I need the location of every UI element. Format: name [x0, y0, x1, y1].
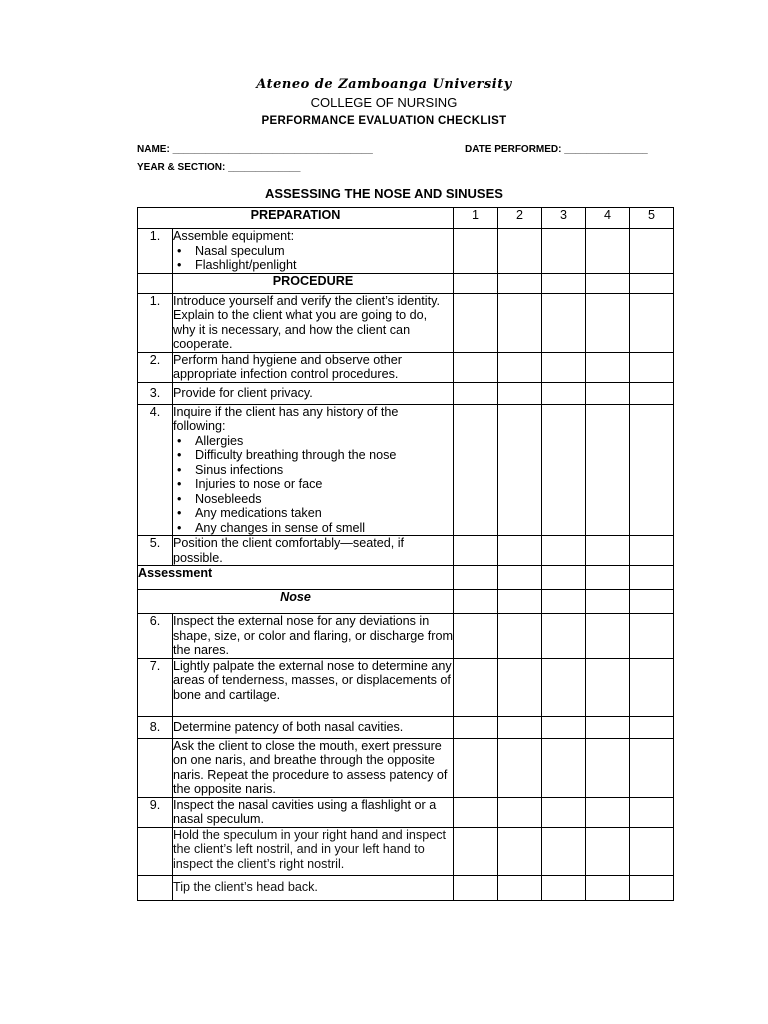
- table-row: [138, 229, 674, 274]
- score-header-4: 4: [586, 208, 630, 229]
- score-cell[interactable]: [630, 875, 674, 900]
- step-number: 1.: [138, 229, 173, 274]
- step-number: 2.: [138, 352, 173, 382]
- score-cell[interactable]: [630, 536, 674, 566]
- date-blank: _______________: [564, 144, 648, 155]
- score-header-1: 1: [454, 208, 498, 229]
- score-cell[interactable]: [498, 797, 542, 827]
- score-cell[interactable]: [542, 875, 586, 900]
- name-blank: ____________________________________: [172, 144, 373, 155]
- step-description: Introduce yourself and verify the client’s identity. Explain to the client what you are going to do, why it is necessary, and how the client can cooperate.: [173, 293, 454, 352]
- score-cell[interactable]: [454, 293, 498, 352]
- score-cell[interactable]: [542, 382, 586, 404]
- table-row: [138, 404, 674, 536]
- score-cell[interactable]: [586, 404, 630, 536]
- history-list: [173, 434, 453, 536]
- step-description: Position the client comfortably—seated, if possible.: [173, 536, 454, 566]
- checklist-title: ASSESSING THE NOSE AND SINUSES: [265, 186, 503, 201]
- score-cell[interactable]: [498, 827, 542, 875]
- score-cell[interactable]: [542, 536, 586, 566]
- score-cell[interactable]: [586, 293, 630, 352]
- assessment-header: Assessment: [138, 566, 454, 590]
- step-description: Provide for client privacy.: [173, 382, 454, 404]
- step-number: 6.: [138, 614, 173, 659]
- score-header-3: 3: [542, 208, 586, 229]
- nose-header: Nose: [138, 590, 454, 614]
- preparation-header: PREPARATION: [138, 208, 454, 229]
- assessment-row: [138, 566, 674, 590]
- score-cell[interactable]: [630, 827, 674, 875]
- name-field: [137, 144, 373, 155]
- score-cell[interactable]: [586, 382, 630, 404]
- score-cell[interactable]: [586, 229, 630, 274]
- score-cell[interactable]: [542, 614, 586, 659]
- evaluation-table: [137, 207, 674, 901]
- list-item: • Any changes in sense of smell: [195, 521, 453, 536]
- score-cell[interactable]: [586, 827, 630, 875]
- score-cell: [542, 590, 586, 614]
- form-title: PERFORMANCE EVALUATION CHECKLIST: [261, 115, 507, 127]
- score-cell[interactable]: [586, 738, 630, 797]
- date-label: DATE PERFORMED:: [465, 144, 562, 155]
- score-cell: [586, 566, 630, 590]
- score-cell: [542, 273, 586, 293]
- score-cell[interactable]: [454, 827, 498, 875]
- step-number: 8.: [138, 716, 173, 738]
- score-cell[interactable]: [542, 404, 586, 536]
- step-text: Assemble equipment:: [173, 229, 295, 243]
- score-cell: [498, 590, 542, 614]
- score-header-5: 5: [630, 208, 674, 229]
- step-number: 1.: [138, 293, 173, 352]
- score-cell[interactable]: [630, 293, 674, 352]
- score-cell[interactable]: [630, 404, 674, 536]
- score-cell: [630, 590, 674, 614]
- score-cell[interactable]: [542, 229, 586, 274]
- table-row: [138, 658, 674, 716]
- score-cell[interactable]: [630, 716, 674, 738]
- score-cell: [586, 273, 630, 293]
- score-cell[interactable]: [586, 614, 630, 659]
- score-cell[interactable]: [586, 658, 630, 716]
- score-cell[interactable]: [498, 614, 542, 659]
- score-cell[interactable]: [498, 352, 542, 382]
- score-cell[interactable]: [498, 716, 542, 738]
- step-description: Ask the client to close the mouth, exert pressure on one naris, and breathe through the opposite naris. Repeat the procedure to assess patency of the opposite naris.: [173, 738, 454, 797]
- list-item: • Sinus infections: [195, 463, 453, 478]
- step-description: Determine patency of both nasal cavities.: [173, 716, 454, 738]
- score-cell[interactable]: [630, 614, 674, 659]
- score-cell: [542, 566, 586, 590]
- score-cell[interactable]: [498, 382, 542, 404]
- step-number: 7.: [138, 658, 173, 716]
- list-item: • Any medications taken: [195, 506, 453, 521]
- date-field: [465, 144, 648, 155]
- step-number: [138, 875, 173, 900]
- year-blank: _____________: [228, 162, 301, 173]
- score-cell[interactable]: [454, 875, 498, 900]
- table-row: [138, 738, 674, 797]
- table-row: [138, 293, 674, 352]
- score-cell: [454, 590, 498, 614]
- score-cell[interactable]: [498, 536, 542, 566]
- step-text: Inquire if the client has any history of the following:: [173, 404, 399, 433]
- procedure-header: PROCEDURE: [173, 273, 454, 293]
- score-cell[interactable]: [454, 229, 498, 274]
- score-cell[interactable]: [542, 827, 586, 875]
- step-description: Inspect the nasal cavities using a flashlight or a nasal speculum.: [173, 797, 454, 827]
- step-number: 3.: [138, 382, 173, 404]
- score-cell[interactable]: [498, 658, 542, 716]
- score-cell: [498, 273, 542, 293]
- score-cell[interactable]: [454, 738, 498, 797]
- score-cell[interactable]: [498, 229, 542, 274]
- score-cell[interactable]: [542, 716, 586, 738]
- score-cell[interactable]: [542, 352, 586, 382]
- table-row: [138, 875, 674, 900]
- table-row: [138, 797, 674, 827]
- table-row: [138, 352, 674, 382]
- step-description: [173, 404, 454, 536]
- step-number: 4.: [138, 404, 173, 536]
- step-number: 5.: [138, 536, 173, 566]
- step-description: Tip the client’s head back.: [173, 875, 454, 900]
- header-row: [138, 208, 674, 229]
- table-row: [138, 716, 674, 738]
- score-cell[interactable]: [586, 352, 630, 382]
- step-description: Perform hand hygiene and observe other appropriate infection control procedures.: [173, 352, 454, 382]
- table-row: [138, 614, 674, 659]
- list-item: • Allergies: [195, 434, 453, 449]
- score-cell: [630, 566, 674, 590]
- score-cell[interactable]: [498, 404, 542, 536]
- score-cell[interactable]: [454, 352, 498, 382]
- score-cell: [498, 566, 542, 590]
- score-cell[interactable]: [586, 536, 630, 566]
- step-number: [138, 827, 173, 875]
- score-cell[interactable]: [630, 658, 674, 716]
- equipment-list: [173, 244, 453, 273]
- step-description: Lightly palpate the external nose to determine any areas of tenderness, masses, or displacements of bone and cartilage.: [173, 658, 454, 716]
- step-description: Hold the speculum in your right hand and inspect the client’s left nostril, and in your left hand to inspect the client’s right nostril.: [173, 827, 454, 875]
- score-cell[interactable]: [454, 797, 498, 827]
- score-cell[interactable]: [586, 797, 630, 827]
- step-number: [138, 738, 173, 797]
- score-cell[interactable]: [454, 658, 498, 716]
- table-row: [138, 536, 674, 566]
- step-description: Inspect the external nose for any deviations in shape, size, or color and flaring, or discharge from the nares.: [173, 614, 453, 657]
- score-cell[interactable]: [586, 716, 630, 738]
- score-cell: [454, 566, 498, 590]
- step-description: [173, 229, 454, 274]
- score-cell[interactable]: [454, 614, 498, 659]
- score-cell[interactable]: [630, 797, 674, 827]
- list-item: • Nosebleeds: [195, 492, 453, 507]
- table-row: [138, 382, 674, 404]
- score-cell[interactable]: [454, 404, 498, 536]
- score-cell: [454, 273, 498, 293]
- college-name: COLLEGE OF NURSING: [310, 95, 458, 110]
- score-cell[interactable]: [498, 738, 542, 797]
- blank-cell: [138, 273, 173, 293]
- score-cell[interactable]: [586, 875, 630, 900]
- step-number: 9.: [138, 797, 173, 827]
- score-cell[interactable]: [630, 352, 674, 382]
- nose-header-row: [138, 590, 674, 614]
- score-cell[interactable]: [498, 875, 542, 900]
- list-item: • Injuries to nose or face: [195, 477, 453, 492]
- score-cell[interactable]: [630, 229, 674, 274]
- university-name: Ateneo de Zamboanga University: [256, 77, 512, 92]
- list-item: • Difficulty breathing through the nose: [195, 448, 453, 463]
- score-cell[interactable]: [542, 738, 586, 797]
- score-cell: [586, 590, 630, 614]
- score-cell[interactable]: [542, 658, 586, 716]
- score-cell[interactable]: [498, 293, 542, 352]
- table-row: [138, 827, 674, 875]
- score-cell[interactable]: [542, 293, 586, 352]
- list-item: • Nasal speculum: [195, 244, 453, 259]
- score-cell[interactable]: [454, 716, 498, 738]
- list-item: • Flashlight/penlight: [195, 258, 453, 273]
- year-section-field: [137, 162, 300, 173]
- score-cell[interactable]: [630, 738, 674, 797]
- score-header-2: 2: [498, 208, 542, 229]
- score-cell: [630, 273, 674, 293]
- name-label: NAME:: [137, 144, 170, 155]
- year-label: YEAR & SECTION:: [137, 162, 226, 173]
- procedure-header-row: [138, 273, 674, 293]
- score-cell[interactable]: [454, 536, 498, 566]
- score-cell[interactable]: [630, 382, 674, 404]
- score-cell[interactable]: [542, 797, 586, 827]
- score-cell[interactable]: [454, 382, 498, 404]
